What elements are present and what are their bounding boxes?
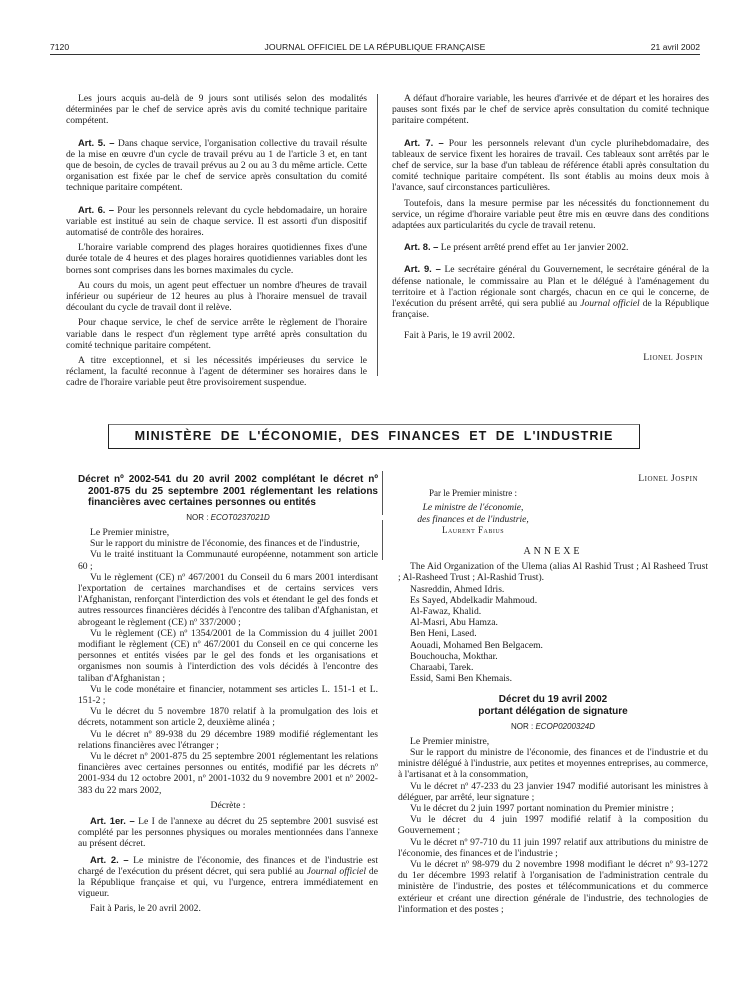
paragraph: Les jours acquis au-delà de 9 jours sont utilisés selon des modalités déterminées par le chef de service après avis du comité technique paritaire compétent. (66, 93, 367, 127)
visa: Vu le décret du 2 juin 1997 portant nomination du Premier ministre ; (410, 803, 674, 815)
article-label: Art. 8. – (404, 241, 439, 253)
decree-2002-541 (78, 474, 378, 915)
top-left-column (66, 93, 367, 389)
visa: Vu le traité instituant la Communauté européenne, notamment son article 60 ; (78, 549, 378, 572)
done-at: Fait à Paris, le 19 avril 2002. (404, 330, 515, 342)
decree-title-line2: portant délégation de signature (478, 706, 628, 718)
visa: Vu le règlement (CE) nº 1354/2001 de la Commission du 4 juillet 2001 modifiant le règlement (CE) nº 467/2001 du Conseil en ce qui concerne les personnes et entités visées par le gel des fonds et les organisations et organismes non soumis à l'interdiction des vols décidés à l'encontre des taliban d'Afghanistan ; (78, 627, 378, 684)
paragraph: Au cours du mois, un agent peut effectuer un nombre d'heures de travail inférieur ou supérieur de 12 heures au plus à l'horaire mensuel de travail découlant du cycle de travail dont il relève. (66, 279, 367, 314)
article-text: de la République française et qui, vu l'urgence, entrera immédiatement en vigueur. (78, 865, 378, 900)
annexe-entry: Ben Heni, Lased. (410, 628, 477, 640)
article-label: Art. 5. – (78, 136, 115, 148)
annexe-entry: Nasreddin, Ahmed Idris. (410, 583, 505, 595)
visa: Vu le décret nº 47-233 du 23 janvier 1947 modifié autorisant les ministres à déléguer, par arrêté, leur signature ; (398, 780, 708, 803)
annexe-list (398, 561, 708, 684)
annexe-entry: Charaabi, Tarek. (410, 662, 474, 674)
article-text: Pour les personnels relevant d'un cycle plurihebdomadaire, des tableaux de service fixent les horaires de travail. Ces tableaux sont arrêtés par le chef de service, sur la base d'un tableau de référence établi après consultation du comité technique paritaire compétent. Ils sont établis au moins deux mois à l'avance, sauf circonstances particulières. (392, 137, 709, 194)
nor-code: ECOP0200324D (535, 721, 596, 731)
visa: Vu le décret nº 97-710 du 11 juin 1997 relatif aux attributions du ministre de l'économie, des finances et de l'industrie ; (398, 836, 708, 859)
article-label: Art. 2. – (90, 853, 129, 865)
article-text: Le I de l'annexe au décret du 25 septembre 2001 susvisé est complété par les personnes physiques ou morales mentionnées dans l'annexe au présent décret. (78, 816, 378, 850)
visa: Sur le rapport du ministre de l'économie, des finances et de l'industrie et du ministre délégué à l'industrie, aux petites et moyennes entreprises, au commerce, à l'artisanat et à la consommation, (398, 747, 708, 781)
decree-title-line1: Décret du 19 avril 2002 (498, 694, 608, 706)
column-divider (382, 471, 383, 515)
article-text: Le secrétaire général du Gouvernement, le secrétaire général de la défense nationale, le commissaire au Plan et le délégué à l'aménagement du territoire et à l'action régionale sont chargés, chacun en ce qui le concerne, de l'exécution du présent arrêté, qui sera publié au (392, 264, 709, 310)
column-divider (382, 520, 383, 560)
bottom-right-column (398, 473, 708, 915)
column-divider (377, 94, 378, 376)
article-2 (78, 854, 378, 900)
nor-label: NOR : (186, 512, 209, 522)
decrete: Décrète : (210, 799, 246, 811)
article-text: de la République française. (392, 298, 709, 321)
visa: Vu le décret nº 2001-875 du 25 septembre 2001 réglementant les relations financières avec certaines personnes ou entités, modifié par les décrets nº 2001-934 du 12 octobre 2001, nº 2001-1032 du 9 novembre 2001 et nº 2002-383 du 22 mars 2002, (78, 751, 378, 796)
article-9 (392, 263, 709, 320)
page-header (50, 40, 700, 55)
decree-title: Décret nº 2002-541 du 20 avril 2002 complétant le décret nº 2001-875 du 25 septembre 2001 réglementant les relations financières avec certaines personnes ou entités (78, 474, 378, 509)
visa: Vu le règlement (CE) nº 467/2001 du Conseil du 6 mars 2001 interdisant l'exportation de certaines marchandises et de certains services vers l'Afghanistan, renforçant l'interdiction des vols et étendant le gel des fonds et autres ressources financières décidés à l'encontre des taliban d'Afghanistan, et abrogeant le règlement (CE) nº 337/2000 ; (78, 571, 378, 628)
journal-reference: Journal officiel (306, 865, 367, 877)
nor-label: NOR : (510, 721, 534, 731)
article-text: Pour les personnels relevant du cycle hebdomadaire, un horaire variable est institué au sein de chaque service. Il est assorti d'un dispositif automatisé de contrôle des horaires. (66, 204, 368, 239)
article-1 (78, 815, 378, 850)
article-5 (66, 137, 367, 194)
journal-title: JOURNAL OFFICIEL DE LA RÉPUBLIQUE FRANÇAISE (264, 42, 486, 52)
visa: Le Premier ministre, (410, 735, 490, 747)
nor-code: ECOT0237021D (210, 512, 270, 522)
visa: Le Premier ministre, (90, 526, 170, 538)
nor-reference (398, 721, 708, 732)
minister-name: Laurent Fabius (441, 524, 505, 535)
article-text: Le ministre de l'économie, des finances et de l'industrie est chargé de l'exécution du présent décret, qui sera publié au (78, 854, 378, 877)
article-6 (66, 204, 367, 239)
paragraph: Toutefois, dans la mesure permise par les nécessités du fonctionnement du service, un régime d'horaire variable peut être mis en œuvre dans des conditions adaptées aux particularités du cycle de travail retenu. (392, 197, 709, 232)
visa: Vu le décret nº 98-979 du 2 novembre 1998 modifiant le décret nº 93-1272 du 1er décembre 1993 relatif à l'organisation de l'administration centrale du ministère de l'industrie, des postes et télécommunications et du commerce extérieur et créant une direction générale de l'industrie, des technologies de l'information et des postes ; (398, 859, 708, 915)
article-label: Art. 1er. – (90, 815, 135, 827)
article-text: Dans chaque service, l'organisation collective du travail résulte de la mise en œuvre d'un cycle de travail prévu au 1 de l'article 3 et, en tant que de besoin, de cycles de travail prévus au 2 ou au 3 du même article. Cette organisation est fixée par le chef de service après consultation du comité technique paritaire compétent. (66, 137, 367, 194)
visa: Vu le décret du 4 juin 1997 modifié relatif à la composition du Gouvernement ; (398, 814, 708, 837)
ministry-heading: MINISTÈRE DE L'ÉCONOMIE, DES FINANCES ET DE L'INDUSTRIE (108, 424, 640, 449)
signature: Lionel Jospin (638, 473, 698, 484)
paragraph: L'horaire variable comprend des plages horaires quotidiennes fixes d'une durée totale de 4 heures et des plages horaires quotidiennes variables dont les bornes sont comprises dans les bornes maximales du cycle. (66, 242, 367, 276)
article-8 (392, 241, 709, 253)
annexe-title: ANNEXE (523, 546, 583, 558)
minister-title-line2: des finances et de l'industrie, (417, 513, 529, 525)
minister-title-line1: Le ministre de l'économie, (422, 502, 524, 514)
article-7 (392, 137, 709, 194)
visa: Vu le décret nº 89-938 du 29 décembre 1989 modifié réglementant les relations financières avec l'étranger ; (78, 728, 378, 751)
annexe-entry: The Aid Organization of the Ulema (alias Al Rashid Trust ; Al Rasheed Trust ; Al-Rasheed Trust ; Al-Rashid Trust). (398, 561, 708, 584)
page-number: 7120 (50, 42, 70, 52)
paragraph: Pour chaque service, le chef de service arrête le règlement de l'horaire variable dans le respect d'un règlement type arrêté après consultation du comité technique paritaire compétent. (66, 317, 367, 351)
annexe-entry: Al-Fawaz, Khalid. (410, 606, 482, 618)
done-at: Fait à Paris, le 20 avril 2002. (90, 903, 201, 915)
signature: Lionel Jospin (643, 351, 703, 363)
issue-date: 21 avril 2002 (650, 42, 700, 52)
paragraph: A titre exceptionnel, et si les nécessités impérieuses du service le réclament, la faculté reconnue à l'agent de déterminer ses horaires dans le cadre de l'horaire variable peut être provisoirement suspendue. (66, 355, 367, 389)
annexe-entry: Essid, Sami Ben Khemais. (410, 673, 513, 685)
annexe-entry: Bouchoucha, Mokthar. (410, 650, 498, 662)
visa: Vu le décret du 5 novembre 1870 relatif à la promulgation des lois et décrets, notamment son article 2, deuxième alinéa ; (78, 706, 378, 729)
article-label: Art. 6. – (78, 203, 115, 215)
annexe-entry: Al-Masri, Abu Hamza. (410, 617, 498, 629)
visa: Vu le code monétaire et financier, notamment ses articles L. 151-1 et L. 151-2 ; (78, 683, 378, 707)
nor-reference (78, 512, 378, 523)
by-prime-minister: Par le Premier ministre : (429, 488, 517, 499)
paragraph: A défaut d'horaire variable, les heures d'arrivée et de départ et les horaires des pauses sont fixés par le chef de service après consultation du comité technique paritaire compétent. (392, 93, 709, 127)
article-label: Art. 9. – (404, 263, 441, 275)
article-label: Art. 7. – (404, 136, 444, 148)
visa: Sur le rapport du ministre de l'économie, des finances et de l'industrie, (90, 538, 360, 550)
article-text: Le présent arrêté prend effet au 1er janvier 2002. (438, 242, 629, 254)
journal-reference: Journal officiel (580, 298, 640, 310)
annexe-entry: Aouadi, Mohamed Ben Belgacem. (410, 639, 543, 651)
annexe-entry: Es Sayed, Abdelkadir Mahmoud. (410, 594, 538, 606)
top-right-column (392, 93, 709, 363)
